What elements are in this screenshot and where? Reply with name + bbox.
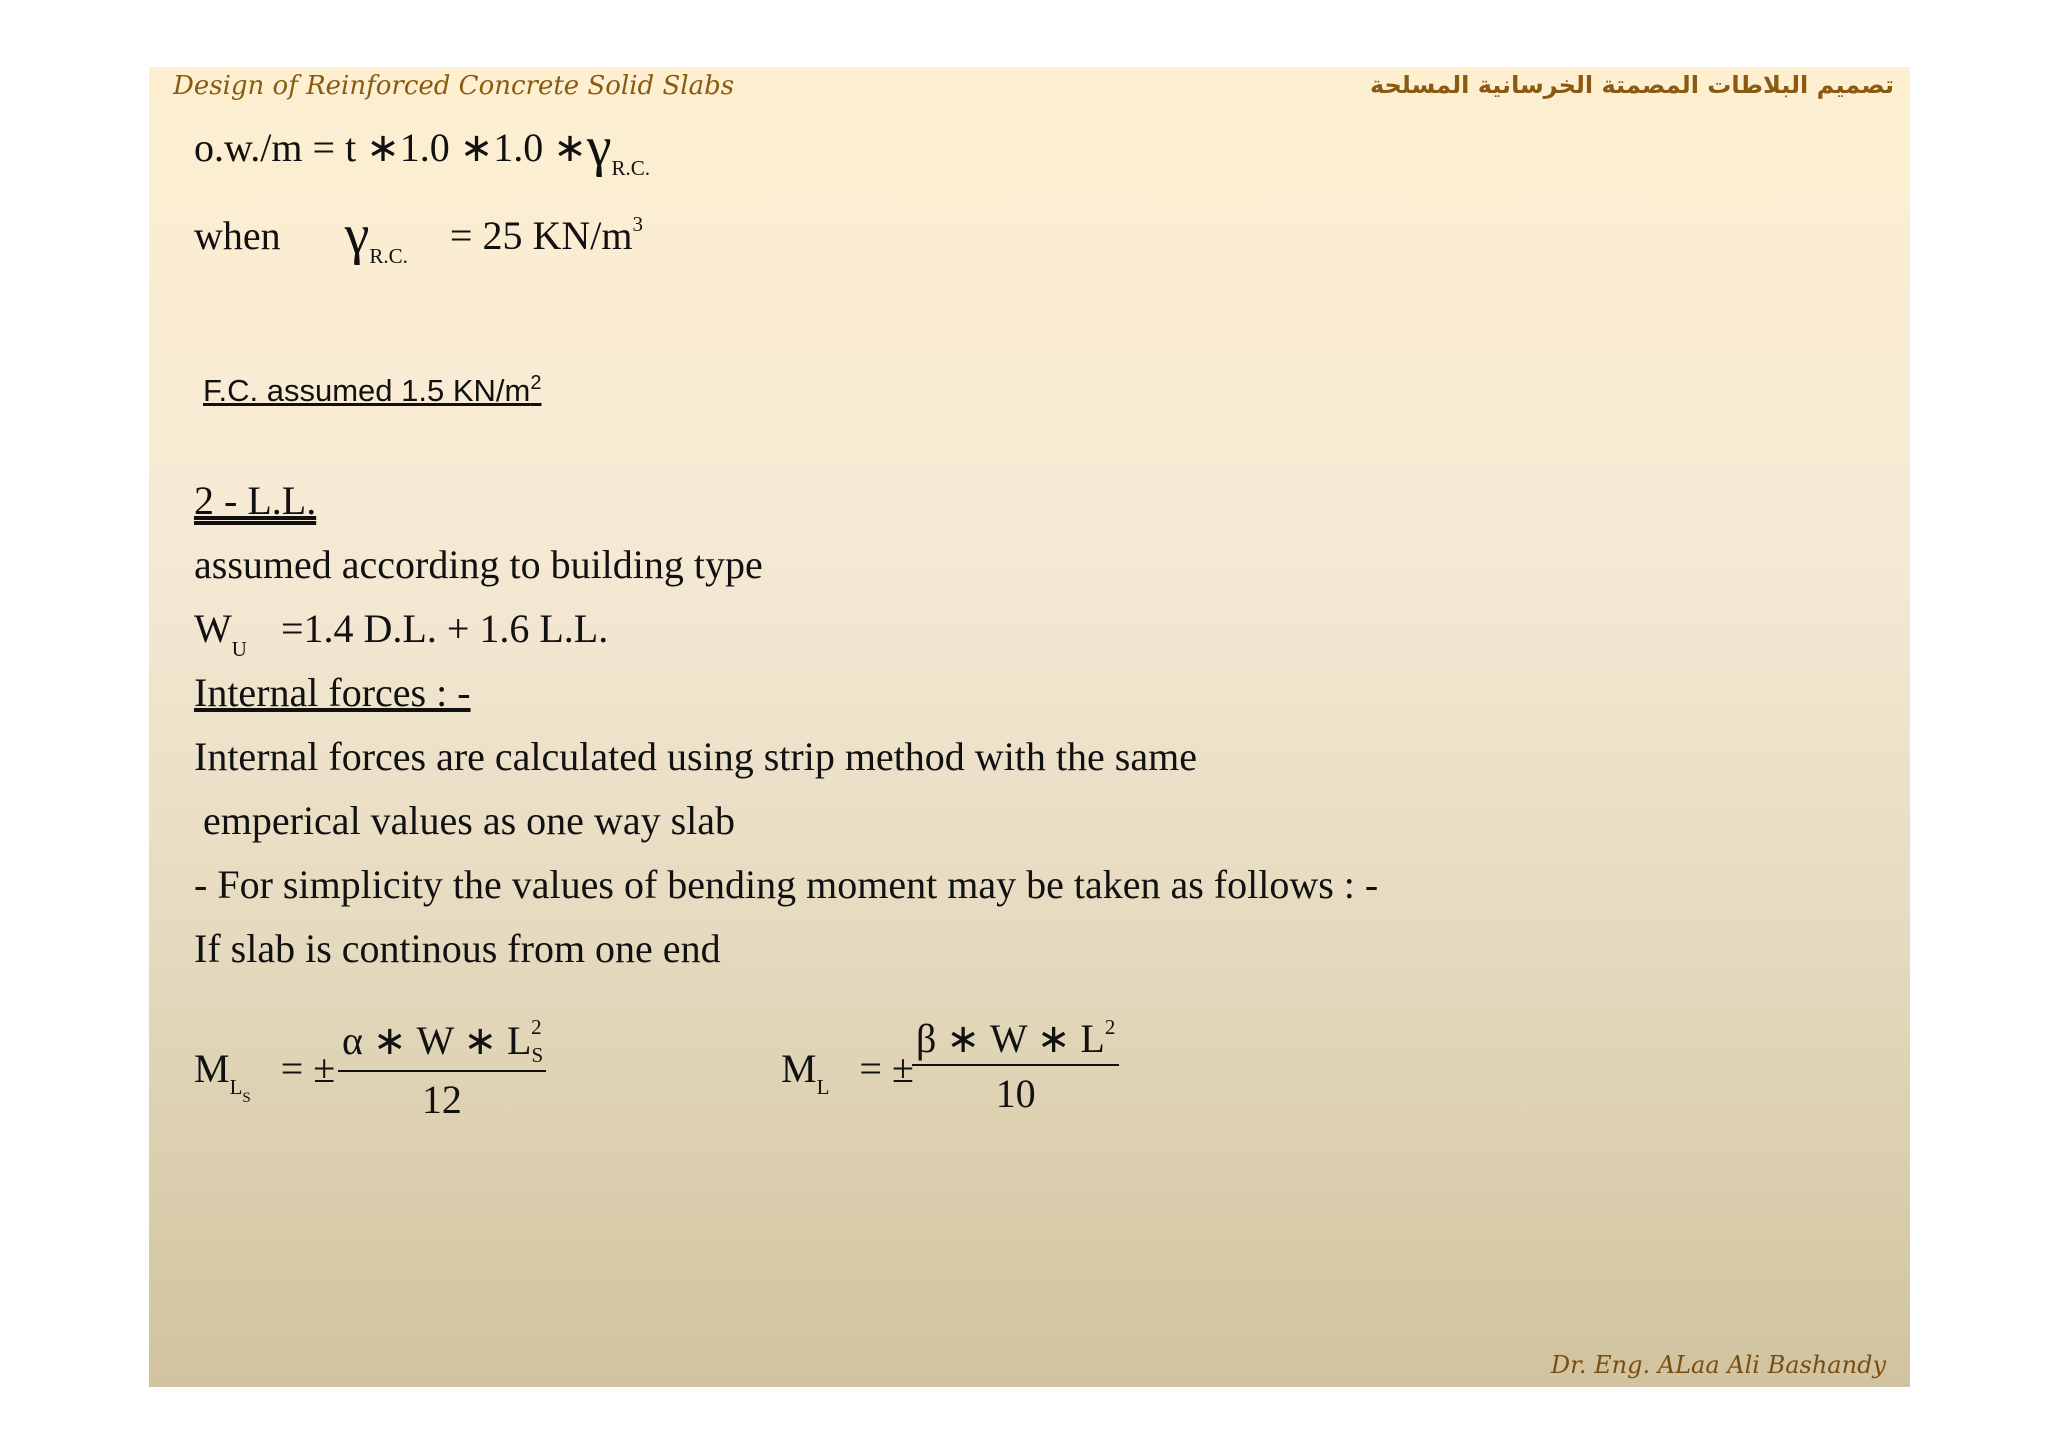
internal-forces-line-2: emperical values as one way slab [203,798,736,843]
slide [149,67,1910,1387]
gamma-definition [194,203,643,269]
rc-subscript: R.C. [611,156,650,180]
mls-denominator: 12 [421,1077,462,1122]
mls-eq: = ± [280,1046,336,1091]
ml-lhs [781,1045,914,1100]
floor-cover-text: F.C. assumed 1.5 KN/m [203,373,531,408]
wu-rhs: =1.4 D.L. + 1.6 L.L. [280,606,609,651]
ml-numerator: β ∗ W ∗ $L^2$ [912,1015,1119,1066]
footer-author: Dr. Eng. ALaa Ali Bashandy [1550,1351,1886,1379]
wu-base: W [194,606,232,651]
mls-base: M [194,1046,230,1091]
rc-subscript: R.C. [369,244,408,268]
ml-eq: = ± [859,1046,914,1091]
gamma-symbol: γ [586,116,612,178]
header-title-english: Design of Reinforced Concrete Solid Slabs [173,71,735,101]
internal-forces-line-1: Internal forces are calculated using strip method with the same [194,734,1197,779]
own-weight-equation [194,115,650,181]
header-title-arabic: تصميم البلاطات المصمتة الخرسانية المسلحة [1369,71,1894,99]
own-weight-rhs: = t ∗1.0 ∗1.0 ∗ [312,125,587,170]
mls-sub: L [229,1075,243,1099]
mls-numerator: α ∗ W ∗ $L_S^2$ [338,1015,546,1072]
gamma-value: = 25 KN/m [449,213,633,258]
simplicity-line: - For simplicity the values of bending moment may be taken as follows : - [194,862,1379,907]
ml-denominator: 10 [995,1071,1036,1116]
ultimate-load-equation [194,605,608,662]
floor-cover-exponent: 2 [530,372,542,394]
internal-forces-heading: Internal forces : - [194,670,471,715]
gamma-symbol: γ [344,204,370,266]
mls-lhs [194,1045,335,1107]
gamma-exponent: 3 [632,212,643,236]
when-label: when [194,213,281,258]
wu-subscript: U [231,637,247,661]
live-load-heading: 2 - L.L. [194,478,317,523]
ml-fraction [912,1015,1119,1117]
ml-sub: L [816,1075,830,1099]
live-load-text: assumed according to building type [194,542,763,587]
continuous-line: If slab is continous from one end [194,926,721,971]
mls-fraction [338,1015,546,1123]
mls-subsub: S [242,1090,251,1106]
ml-base: M [781,1046,817,1091]
floor-cover-line [203,372,541,409]
own-weight-lhs: o.w./m [194,125,303,170]
